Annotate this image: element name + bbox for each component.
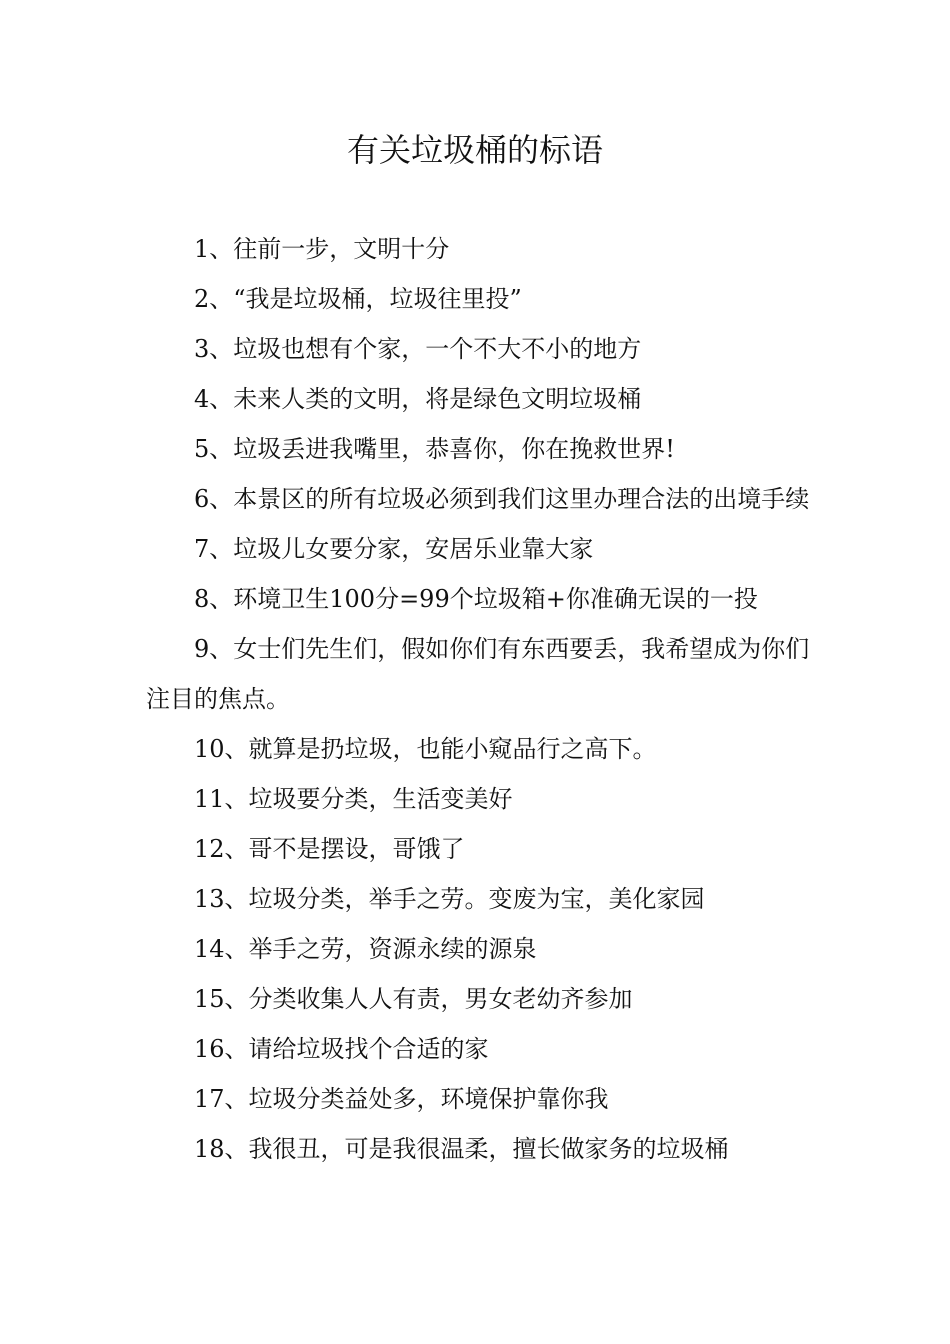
slogan-item-17: 17、垃圾分类益处多，环境保护靠你我 [194, 1085, 609, 1113]
slogan-item-4: 4、未来人类的文明，将是绿色文明垃圾桶 [194, 385, 642, 413]
slogan-item-9: 9、女士们先生们，假如你们有东西要丢，我希望成为你们注目的焦点。 [146, 635, 810, 713]
slogan-list [146, 224, 810, 1174]
slogan-item-13: 13、垃圾分类，举手之劳。变废为宝，美化家园 [194, 885, 705, 913]
slogan-item-6: 6、本景区的所有垃圾必须到我们这里办理合法的出境手续 [194, 485, 810, 513]
slogan-item-3: 3、垃圾也想有个家，一个不大不小的地方 [194, 335, 642, 363]
slogan-item-18: 18、我很丑，可是我很温柔，擅长做家务的垃圾桶 [194, 1135, 729, 1163]
slogan-item-14: 14、举手之劳，资源永续的源泉 [194, 935, 537, 963]
slogan-item-5: 5、垃圾丢进我嘴里，恭喜你，你在挽救世界! [194, 435, 675, 463]
slogan-item-12: 12、哥不是摆设，哥饿了 [194, 835, 465, 863]
slogan-item-15: 15、分类收集人人有责，男女老幼齐参加 [194, 985, 633, 1013]
slogan-item-8: 8、环境卫生100分=99个垃圾箱+你准确无误的一投 [194, 585, 758, 613]
slogan-item-11: 11、垃圾要分类，生活变美好 [194, 785, 513, 813]
slogan-item-16: 16、请给垃圾找个合适的家 [194, 1035, 489, 1063]
document-title: 有关垃圾桶的标语 [346, 131, 603, 169]
slogan-item-2: 2、“我是垃圾桶，垃圾往里投” [194, 285, 522, 313]
slogan-item-7: 7、垃圾儿女要分家，安居乐业靠大家 [194, 535, 594, 563]
slogan-item-10: 10、就算是扔垃圾，也能小窥品行之高下。 [194, 735, 657, 763]
slogan-item-1: 1、往前一步，文明十分 [194, 235, 450, 263]
